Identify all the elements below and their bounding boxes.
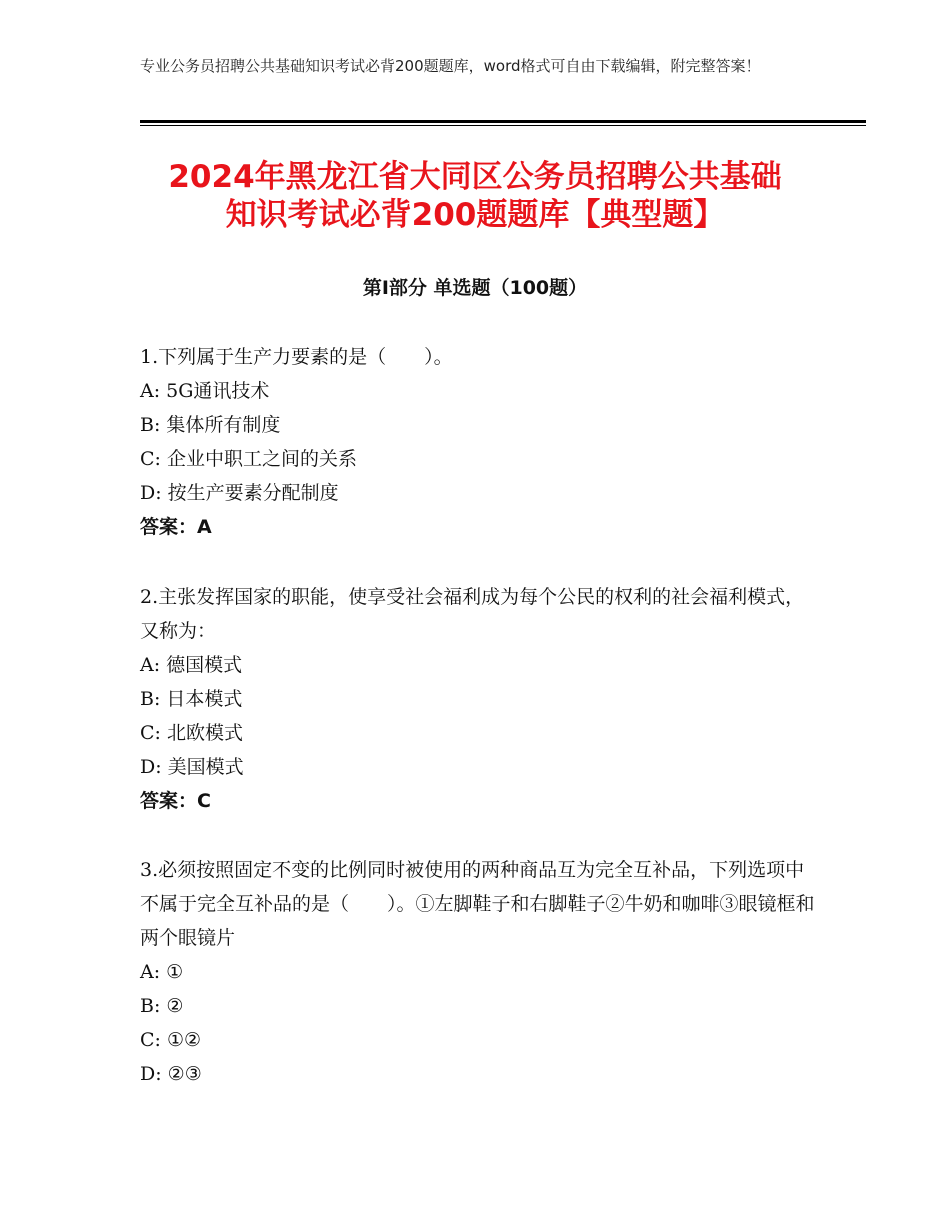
question-3 (140, 853, 820, 1091)
option-a: A: 德国模式 (140, 654, 243, 676)
option-a: A: 5G通讯技术 (140, 380, 270, 402)
title-line-2: 知识考试必背200题题库【典型题】 (225, 197, 725, 233)
option-d: D: ②③ (140, 1063, 202, 1085)
answer-text: 答案：C (140, 790, 211, 812)
title-line-1: 2024年黑龙江省大同区公务员招聘公共基础 (168, 159, 782, 195)
answer-text: 答案：A (140, 516, 212, 538)
option-b: B: 日本模式 (140, 688, 243, 710)
document-title (100, 158, 850, 234)
header-note: 专业公务员招聘公共基础知识考试必背200题题库，word格式可自由下载编辑，附完整答案！ (140, 57, 761, 75)
question-stem: 1.下列属于生产力要素的是（ ）。 (140, 346, 453, 368)
option-a: A: ① (140, 961, 184, 983)
option-b: B: 集体所有制度 (140, 414, 281, 436)
question-2 (140, 580, 820, 818)
question-1 (140, 340, 820, 544)
question-stem: 3.必须按照固定不变的比例同时被使用的两种商品互为完全互补品，下列选项中不属于完全互补品的是（ ）。①左脚鞋子和右脚鞋子②牛奶和咖啡③眼镜框和两个眼镜片 (140, 859, 815, 949)
section-heading: 第Ⅰ部分 单选题（100题） (362, 277, 588, 299)
question-stem: 2.主张发挥国家的职能，使享受社会福利成为每个公民的权利的社会福利模式，又称为： (140, 586, 805, 642)
option-c: C: 企业中职工之间的关系 (140, 448, 357, 470)
option-c: C: 北欧模式 (140, 722, 243, 744)
header-rule-thin (140, 125, 866, 126)
option-c: C: ①② (140, 1029, 202, 1051)
option-d: D: 美国模式 (140, 756, 244, 778)
option-b: B: ② (140, 995, 184, 1017)
option-d: D: 按生产要素分配制度 (140, 482, 339, 504)
header-rule-thick (140, 120, 866, 123)
